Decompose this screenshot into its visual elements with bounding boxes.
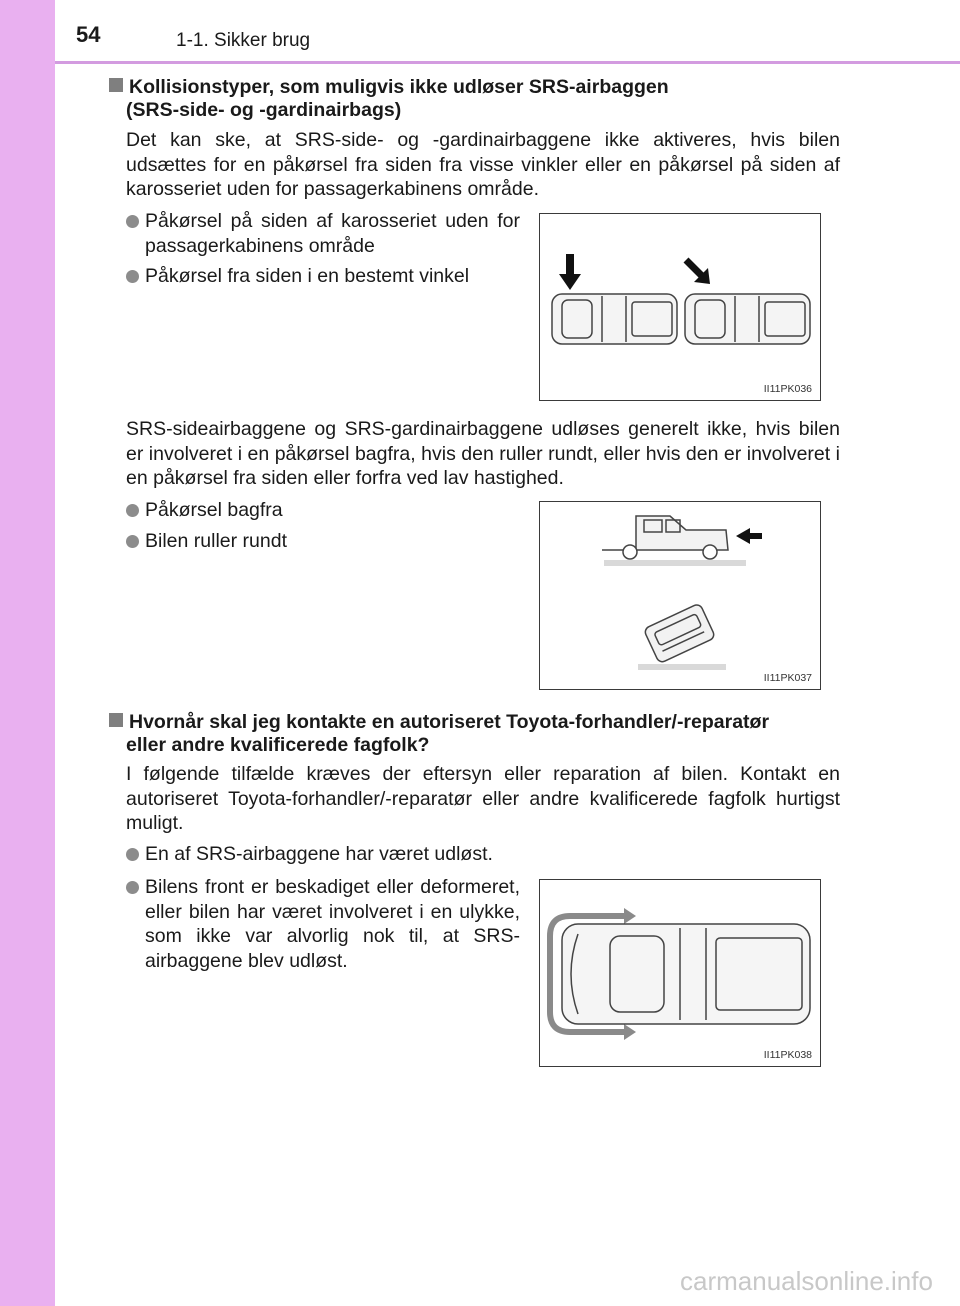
bullet-dot-icon <box>126 504 139 517</box>
ground-line <box>638 664 726 670</box>
figure-code: II11PK036 <box>763 383 812 395</box>
figure-code: II11PK037 <box>763 672 812 684</box>
intro-paragraph: Det kan ske, at SRS-side- og -gardinairbaggene ikke aktiveres, hvis bilen udsættes for en påkørsel fra siden fra visse vinkler eller en påkørsel på siden af karosseriet uden for passagerkabinens område. <box>126 129 840 200</box>
bullet-dot-icon <box>126 215 139 228</box>
overturned-truck <box>643 603 715 664</box>
figure-side-impact <box>539 213 821 401</box>
page-number: 54 <box>76 22 101 47</box>
truck-topview-large <box>562 924 810 1024</box>
truck-topview-1 <box>552 294 677 344</box>
square-bullet-icon <box>109 713 123 727</box>
list-item: En af SRS-airbaggene har været udløst. <box>126 842 840 867</box>
arrow-diagonal-icon <box>686 260 710 284</box>
list-item: Bilens front er beskadiget eller deformeret, eller bilen har været involveret i en ulykke, som ikke var alvorlig nok til, at SRS-airbaggene blev udløst. <box>126 875 520 973</box>
section-heading-contact-dealer: Hvornår skal jeg kontakte en autoriseret Toyota-forhandler/-reparatør eller andre kvalificerede fagfolk? <box>109 711 849 757</box>
intro-paragraph: I følgende tilfælde kræves der eftersyn eller reparation af bilen. Kontakt en autoriseret Toyota-forhandler/-reparatør eller andre kvalificerede fagfolk hurtigst muligt. <box>126 763 840 834</box>
list-item: Påkørsel bagfra <box>126 498 520 523</box>
figure-front-damage <box>539 879 821 1067</box>
chapter-sidebar-tab <box>0 0 55 1306</box>
figure-code: II11PK038 <box>763 1049 812 1061</box>
body-paragraph: SRS-sideairbaggene og SRS-gardinairbaggene udløses generelt ikke, hvis bilen er involveret i en påkørsel bagfra, hvis den ruller rundt, eller hvis den er involveret i en påkørsel fra siden eller forfra ved lav hastighed. <box>126 418 840 489</box>
figure-rear-rollover <box>539 501 821 690</box>
bullet-dot-icon <box>126 848 139 861</box>
header-divider <box>55 61 960 64</box>
running-header: 1-1. Sikker brug <box>176 30 311 51</box>
square-bullet-icon <box>109 78 123 92</box>
arrow-down-icon <box>559 254 581 290</box>
bullet-dot-icon <box>126 270 139 283</box>
section-heading-collision-types: Kollisionstyper, som muligvis ikke udløser SRS-airbaggen (SRS-side- og -gardinairbags) <box>109 76 849 122</box>
truck-topview-2 <box>685 294 810 344</box>
front-damage-illustration <box>540 880 822 1068</box>
arrow-icon <box>624 1024 636 1040</box>
bullet-dot-icon <box>126 881 139 894</box>
ground-line <box>604 560 746 566</box>
list-item: Bilen ruller rundt <box>126 529 520 554</box>
watermark-text: carmanualsonline.info <box>680 1266 933 1296</box>
bullet-dot-icon <box>126 535 139 548</box>
rear-rollover-illustration <box>540 502 822 691</box>
list-item: Påkørsel på siden af karosseriet uden for passagerkabinens område <box>126 209 520 258</box>
list-item: Påkørsel fra siden i en bestemt vinkel <box>126 264 520 289</box>
truck-sideview <box>602 516 728 559</box>
arrow-left-icon <box>736 528 762 544</box>
arrow-icon <box>624 908 636 924</box>
side-impact-illustration <box>540 214 822 402</box>
